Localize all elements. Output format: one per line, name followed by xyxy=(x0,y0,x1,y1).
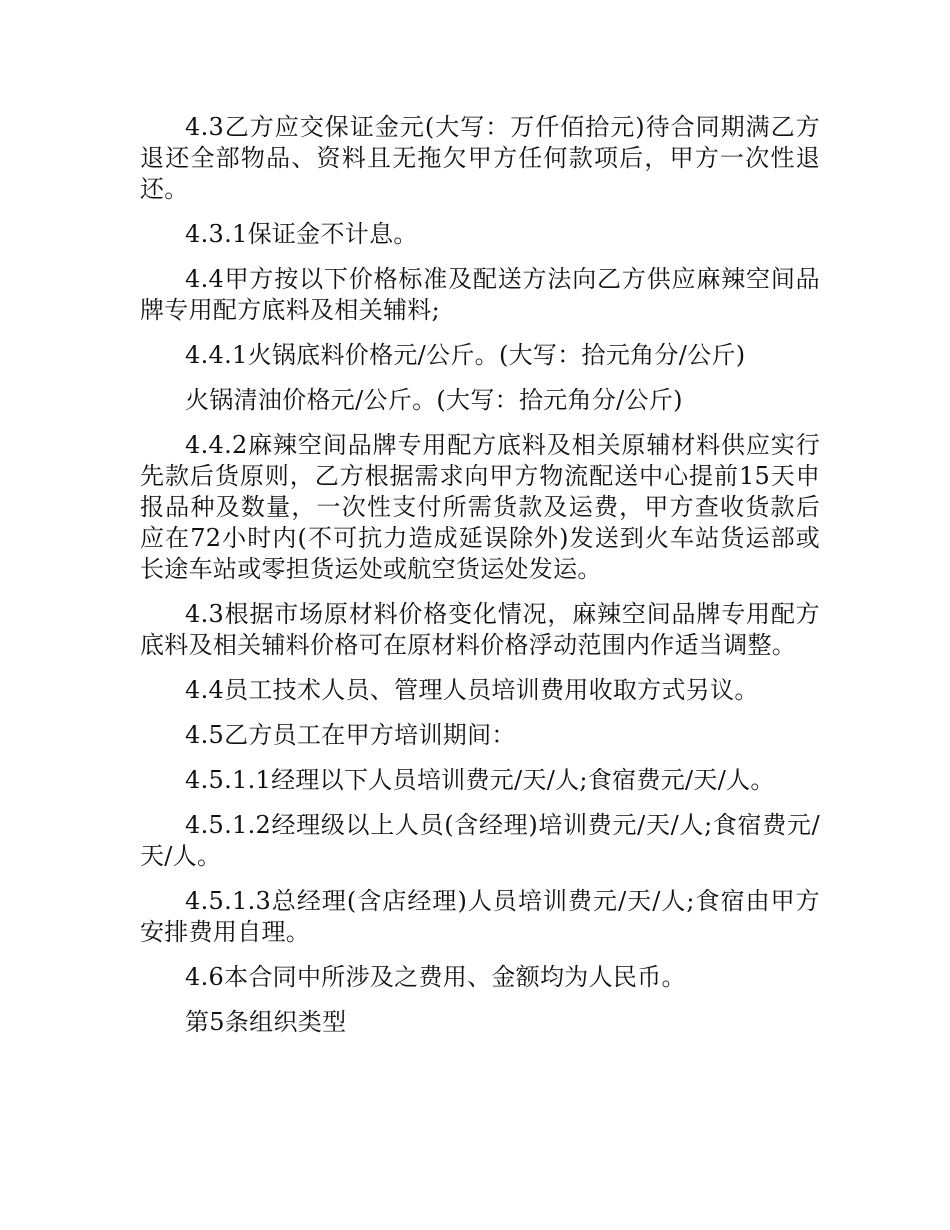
section-heading-organization-type: 第5条组织类型 xyxy=(185,1008,347,1036)
document-body xyxy=(140,112,820,1052)
paragraph-manager-training-fee: 4.5.1.2经理级以上人员(含经理)培训费元/天/人;食宿费元/天/人。 xyxy=(140,811,820,870)
paragraph-deposit-interest: 4.3.1保证金不计息。 xyxy=(185,220,418,248)
paragraph-hotpot-base-price: 4.4.1火锅底料价格元/公斤。(大写：拾元角分/公斤) xyxy=(185,341,746,369)
paragraph-training-period: 4.5乙方员工在甲方培训期间： xyxy=(185,721,516,749)
paragraph-staff-training-fee: 4.5.1.1经理以下人员培训费元/天/人;食宿费元/天/人。 xyxy=(185,766,775,794)
paragraph-payment-delivery: 4.4.2麻辣空间品牌专用配方底料及相关原辅材料供应实行先款后货原则，乙方根据需求向甲方物流配送中心提前15天申报品种及数量，一次性支付所需货款及运费，甲方查收货款后应在72小时内(不可抗力造成延误除外)发送到火车站货运部或长途车站或零担货运处或航空货运处发运。 xyxy=(140,431,820,583)
paragraph-supply-terms: 4.4甲方按以下价格标准及配送方法向乙方供应麻辣空间品牌专用配方底料及相关辅料; xyxy=(140,265,820,324)
paragraph-gm-training-fee: 4.5.1.3总经理(含店经理)人员培训费元/天/人;食宿由甲方安排费用自理。 xyxy=(140,887,820,946)
paragraph-training-fee-method: 4.4员工技术人员、管理人员培训费用收取方式另议。 xyxy=(185,676,759,704)
paragraph-hotpot-oil-price: 火锅清油价格元/公斤。(大写：拾元角分/公斤) xyxy=(185,386,683,414)
paragraph-currency: 4.6本合同中所涉及之费用、金额均为人民币。 xyxy=(185,963,686,991)
paragraph-price-adjustment: 4.3根据市场原材料价格变化情况，麻辣空间品牌专用配方底料及相关辅料价格可在原材料价格浮动范围内作适当调整。 xyxy=(140,600,820,659)
paragraph-deposit: 4.3乙方应交保证金元(大写：万仟佰拾元)待合同期满乙方退还全部物品、资料且无拖欠甲方任何款项后，甲方一次性退还。 xyxy=(140,113,820,203)
